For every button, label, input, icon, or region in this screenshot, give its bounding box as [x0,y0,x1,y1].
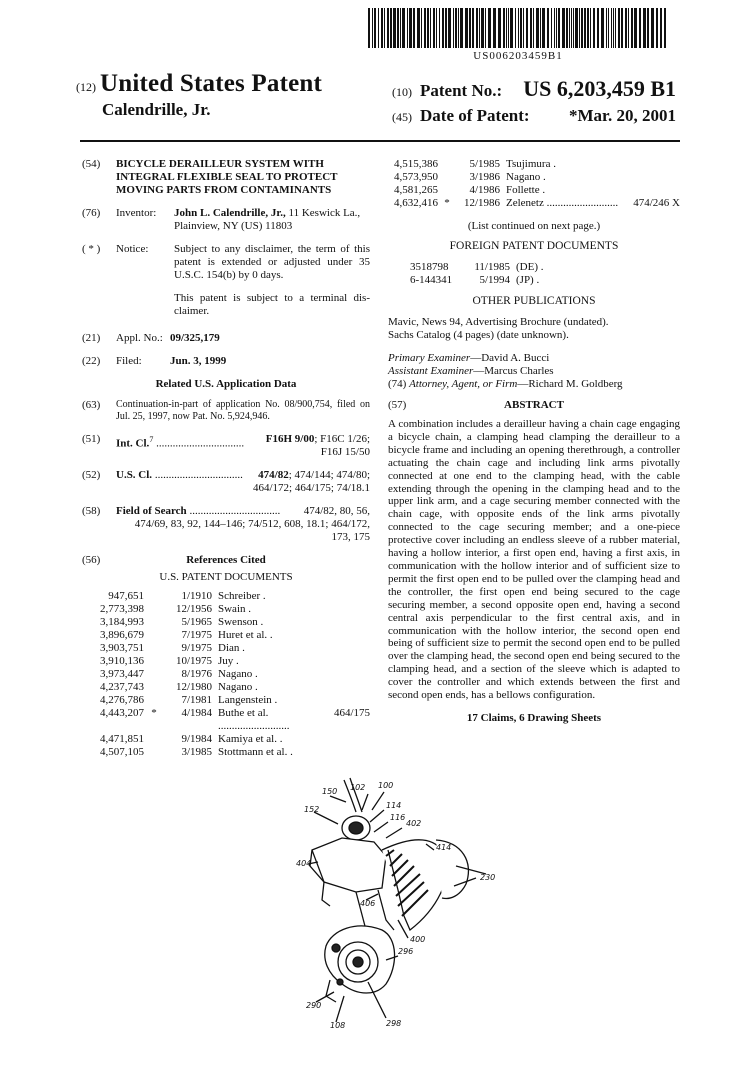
us-references-list [82,590,370,759]
foreign-reference-row [388,261,680,274]
ref-date: 10/1975 [175,655,212,667]
ref-star [148,629,160,642]
uscl-field [82,469,370,495]
uscl-code: (52) [82,469,101,481]
us-references-continued [388,158,680,210]
ref-date: 5/1965 [181,616,212,628]
ref-star [148,655,160,668]
drawing-ref-label: 404 [296,859,312,868]
ref-star [148,694,160,707]
filed-date: Jun. 3, 1999 [170,355,227,367]
inventor-label: Inventor: [116,207,157,219]
ref-inventor: Schreiber . [218,590,266,602]
related-title: Related U.S. Application Data [155,378,297,390]
refs-code: (56) [82,554,101,566]
ref-inventor: Follette . [506,184,546,196]
continuation-text: Continuation-in-part of application No. 08/900,754, filed on Jul. 25, 1997, now Pat. No. 5,924,946. [116,399,370,422]
notice-text-2: This patent is subject to a terminal dis-claimer. [174,292,370,317]
ref-date: 4/1984 [181,707,212,719]
drawing-ref-label: 400 [410,935,426,944]
ref-number: 3,896,679 [100,629,144,641]
foreign-reference-row [388,274,680,287]
us-reference-row [82,694,370,707]
continuation-field [82,399,370,423]
drawing-ref-label: 406 [360,899,376,908]
us-reference-row [82,655,370,668]
drawing-ref-label: 414 [436,843,452,852]
drawing-ref-label: 102 [350,783,366,792]
us-reference-row [388,171,680,184]
ref-star: * [444,197,450,209]
attorney-code: (74) [388,378,407,390]
notice-code: ( * ) [82,243,101,255]
foreign-number: 6-144341 [410,274,453,286]
code-12: (12) [76,80,96,94]
ref-number: 4,443,207 [100,707,144,719]
foreign-country: (JP) . [516,274,540,286]
header-left [76,70,322,120]
drawing-ref-label: 150 [322,787,338,796]
foreign-country: (DE) . [516,261,544,273]
filed-code: (22) [82,355,101,367]
us-reference-row [82,590,370,603]
drawing-ref-label: 298 [386,1019,402,1028]
date-row [392,106,676,126]
foreign-date: 11/1985 [474,261,510,273]
notice-text: Subject to any disclaimer, the term of this patent is extended or adjusted under 35 U.S.C. 154(b) by 0 days. [174,243,370,281]
list-continued: (List continued on next page.) [467,220,601,232]
field-dots: ................................. [189,505,281,517]
ref-date: 5/1985 [469,158,500,170]
us-reference-row [82,629,370,642]
ref-inventor: Swain . [218,603,251,615]
patent-title: BICYCLE DERAILLEUR SYSTEM WITH INTEGRAL FLEXIBLE SEAL TO PROTECT MOVING PARTS FROM CONTAMINANTS [116,158,338,196]
appl-field [82,332,370,345]
doc-type-line [76,70,322,98]
title-field [82,158,370,197]
barcode-number: US006203459B1 [473,50,563,62]
ref-date: 12/1986 [463,197,500,209]
us-reference-row [82,681,370,694]
field-text: 474/82, 80, 56, 474/69, 83, 92, 144–146; 74/512, 608, 18.1; 464/172, 173, 175 [134,505,370,543]
drawing-ref-label: 152 [304,805,320,814]
ref-star [148,616,160,629]
drawing-ref-label: 114 [386,801,402,810]
ref-inventor: Tsujimura . [506,158,556,170]
ref-number: 4,581,265 [394,184,438,196]
assistant-label: Assistant Examiner [388,365,474,377]
ref-date: 8/1976 [181,668,212,680]
ref-inventor: Buthe et al. .......................... [218,707,290,732]
attorney-name: —Richard M. Goldberg [517,378,623,390]
ref-date: 12/1980 [175,681,212,693]
intcl-rest: ; F16C 1/26; F16J 15/50 [314,433,370,458]
foreign-references-list [388,261,680,287]
assistant-examiner [388,365,680,378]
notice-field [82,243,370,318]
ref-number: 4,632,416 [394,197,438,209]
abstract-code: (57) [388,399,407,411]
title-code: (54) [82,158,101,170]
ref-number: 3,184,993 [100,616,144,628]
drawing-ref-label: 108 [330,1021,346,1030]
us-reference-row [82,616,370,629]
ref-inventor: Nagano . [218,668,258,680]
inventor-short: Calendrille, Jr. [102,100,211,119]
foreign-date: 5/1994 [479,274,510,286]
derailleur-drawing [286,770,506,1070]
attorney-label: Attorney, Agent, or Firm [409,378,518,390]
appl-code: (21) [82,332,101,344]
ref-star [148,746,160,759]
appl-label: Appl. No.: [116,332,163,344]
intcl-main: F16H 9/00 [265,433,315,445]
left-column [82,158,370,759]
field-code: (58) [82,505,101,517]
ref-number: 4,515,386 [394,158,438,170]
other-publication: Mavic, News 94, Advertising Brochure (undated). [388,316,609,328]
ref-star [148,733,160,746]
intcl-code: (51) [82,433,101,445]
uscl-label: U.S. Cl. [116,469,153,481]
inventor-field [82,207,370,233]
ref-number: 3,973,447 [100,668,144,680]
ref-date: 1/1910 [181,590,212,602]
drawing-ref-label: 230 [480,873,496,882]
notice-label: Notice: [116,243,149,255]
right-column [388,158,680,725]
ref-number: 4,276,786 [100,694,144,706]
ref-inventor: Juy . [218,655,239,667]
abstract-title: ABSTRACT [504,399,564,411]
ref-inventor: Zelenetz .......................... [506,197,619,209]
foreign-title: FOREIGN PATENT DOCUMENTS [449,240,619,252]
patent-no-row [392,76,676,102]
intcl-sup: 7 [149,435,154,444]
drawing-ref-label: 100 [378,781,394,790]
header-right [392,76,676,126]
primary-examiner [388,352,680,365]
ref-number: 4,573,950 [394,171,438,183]
ref-number: 2,773,398 [100,603,144,615]
foreign-number: 3518798 [410,261,449,273]
ref-star [442,158,452,171]
us-reference-row [82,642,370,655]
attorney [388,378,680,391]
ref-star [442,171,452,184]
ref-number: 947,651 [108,590,144,602]
ref-date: 9/1984 [181,733,212,745]
abstract-text: A combination includes a derailleur having a chain cage engaging a bicycle chain, a clamping head clamping the derailleur to a bicycle frame and including an opening therethrough, a controller actuating the chain cage and including link arms pivotally connected at one end to the clamping head, with the cable extending through the opening in the clamping head and to the upper link arm, and a cage securing member connected with the chain cage, with opposite ends of the link arms pivotally connected to the cage securing member; and a one-piece protective cover including an endless sleeve of a rubber material, having a hollow interior, a first open end, having a first axis, in communication with the hollow interior and of sufficient size to permit the first open end to be pulled over the clamping head and the controller, the first open end being secured to the cage securing member, a second opposite open end, having a second central axis perpendicular to the first central axis, and in communication with the hollow interior, the second open end being of sufficient size to permit the second open end to be pulled over the clamping head, the second open end being secured to the clamping head, and a section of the sleeve which is adapted to cover the controller and which extends between the first and second open ends, has a bellows configuration. [388,418,680,702]
us-reference-row [82,603,370,616]
us-reference-row [82,707,370,733]
ref-number: 3,903,751 [100,642,144,654]
uscl-rest: ; 474/144; 474/80; 464/172; 464/175; 74/18.1 [252,469,370,494]
ref-class: 474/246 X [633,197,680,209]
uscl-main: 474/82 [258,469,289,481]
us-reference-row [388,197,680,210]
us-reference-row [388,158,680,171]
barcode [368,8,668,48]
ref-star [148,603,160,616]
ref-date: 9/1975 [181,642,212,654]
ref-star [148,668,160,681]
ref-date: 12/1956 [175,603,212,615]
ref-date: 7/1975 [181,629,212,641]
ref-date: 3/1985 [181,746,212,758]
cont-code: (63) [82,399,101,411]
ref-inventor: Langenstein . [218,694,278,706]
drawing-ref-label: 116 [390,813,406,822]
ref-inventor: Dian . [218,642,245,654]
refs-field [82,554,370,567]
doc-type: United States Patent [100,70,323,97]
ref-number: 4,471,851 [100,733,144,745]
us-reference-row [82,746,370,759]
ref-number: 4,507,105 [100,746,144,758]
header-rule [80,140,680,142]
refs-title: References Cited [186,554,266,566]
patent-no-label: Patent No.: [420,81,503,100]
ref-inventor: Nagano . [506,171,546,183]
field-of-search [82,505,370,544]
inventor-code: (76) [82,207,101,219]
abstract-header [388,399,680,412]
field-label: Field of Search [116,505,187,517]
patent-no: US 6,203,459 B1 [523,76,676,101]
ref-inventor: Stottmann et al. . [218,746,293,758]
code-45: (45) [392,110,412,124]
inventor-name: John L. Calendrille, Jr., [174,207,286,219]
intcl-dots: ................................ [156,437,245,450]
intcl-field [82,433,370,459]
primary-name: —David A. Bucci [470,352,550,364]
ref-number: 4,237,743 [100,681,144,693]
inventor-address: 11 Keswick La., Plainview, NY (US) 11803 [174,207,361,232]
us-docs-title: U.S. PATENT DOCUMENTS [159,571,293,583]
ref-number: 3,910,136 [100,655,144,667]
ref-inventor: Swenson . [218,616,264,628]
ref-inventor: Nagano . [218,681,258,693]
us-reference-row [82,668,370,681]
ref-star [148,642,160,655]
ref-class: 464/175 [333,707,370,719]
appl-no: 09/325,179 [170,332,220,344]
drawing-ref-label: 402 [406,819,422,828]
code-10: (10) [392,85,412,99]
ref-star [148,681,160,694]
filed-label: Filed: [116,355,142,367]
patent-date: *Mar. 20, 2001 [568,106,676,125]
filed-field [82,355,370,368]
drawing-ref-label: 296 [398,947,414,956]
ref-inventor: Kamiya et al. . [218,733,283,745]
intcl-label: Int. Cl. [116,437,150,450]
ref-date: 3/1986 [469,171,500,183]
claims-sheets: 17 Claims, 6 Drawing Sheets [466,711,602,724]
ref-date: 4/1986 [469,184,500,196]
drawing-ref-label: 290 [306,1001,322,1010]
ref-date: 7/1981 [181,694,212,706]
other-publication: Sachs Catalog (4 pages) (date unknown). [388,329,569,341]
us-reference-row [388,184,680,197]
ref-star: * [151,707,157,719]
other-publications-list [388,316,680,342]
uscl-dots: ................................ [154,469,243,481]
other-title: OTHER PUBLICATIONS [472,295,596,307]
date-label: Date of Patent: [420,106,530,125]
primary-label: Primary Examiner [388,352,471,364]
ref-inventor: Huret et al. . [218,629,273,641]
us-reference-row [82,733,370,746]
ref-star [442,184,452,197]
ref-star [148,590,160,603]
assistant-name: —Marcus Charles [473,365,554,377]
